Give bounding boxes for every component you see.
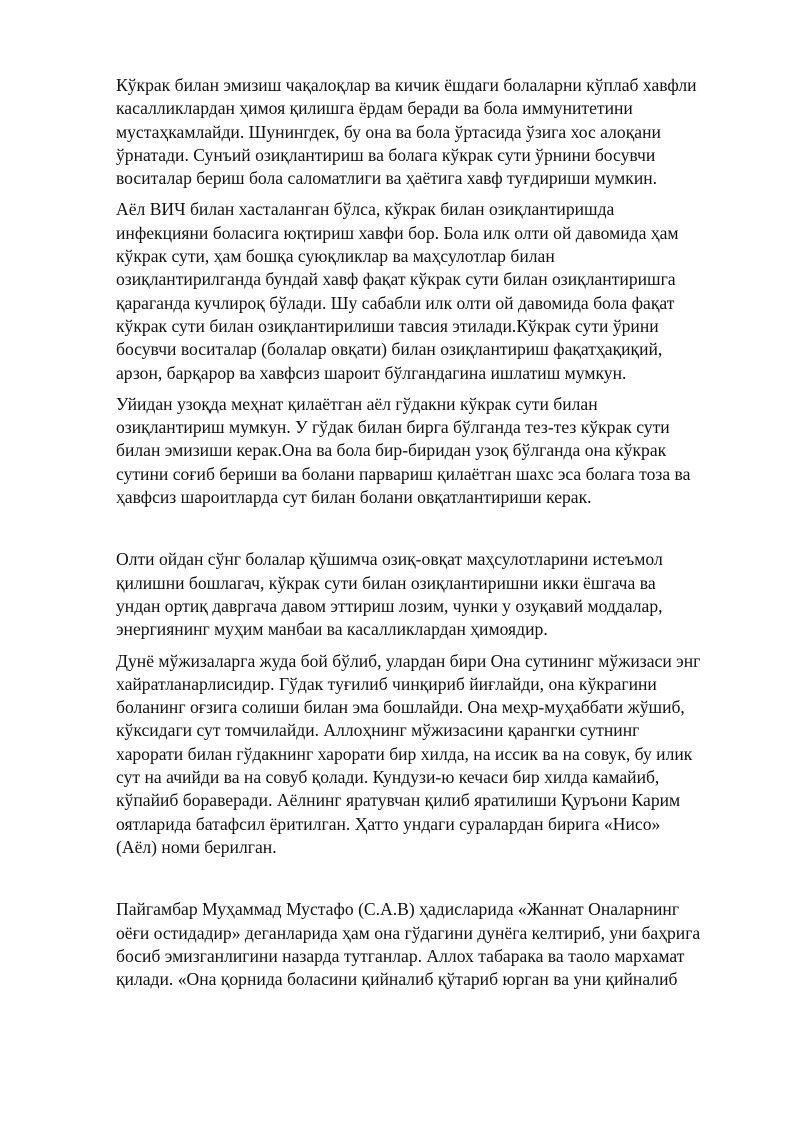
text-line: сутини соғиб бериши ва болани парвариш қилаётган шахс эса болага тоза ва	[116, 463, 691, 484]
text-line: Пайгамбар Муҳаммад Мустафо (С.А.В) ҳадисларида «Жаннат Оналарнинг	[116, 899, 680, 920]
text-line: кўкрак сути, ҳам бошқа суюқликлар ва маҳсулотлар билан	[116, 246, 555, 267]
text-line: оёғи остидадир» деганларида ҳам она гўдагини дунёга келтириб, уни баҳрига	[116, 922, 701, 943]
text-line: ўрнатади. Сунъий озиқлантириш ва болага кўкрак сути ўрнини босувчи	[116, 144, 656, 165]
text-line: харорати билан гўдакнинг харорати бир хилда, на иссик ва на совук, бу илик	[116, 743, 693, 764]
text-line: касалликлардан ҳимоя қилишга ёрдам беради ва бола иммунитетини	[116, 98, 633, 119]
text-line: озиқлантириш мумкун. У гўдак билан бирга бўлганда тез-тез кўкрак сути	[116, 417, 670, 438]
paragraph-miracle-of-milk	[116, 650, 746, 860]
text-line: Уйидан узоқда меҳнат қилаётган аёл гўдакни кўкрак сути билан	[116, 393, 598, 414]
text-line: боланинг оғзига солиши билан эма бошлайди. Она меҳр-муҳаббати жўшиб,	[116, 697, 685, 718]
text-line: Аёл ВИЧ билан хасталанган бўлса, кўкрак билан озиқлантиришда	[116, 199, 615, 220]
paragraph-complementary-feeding	[116, 548, 746, 641]
text-line: Дунё мўжизаларга жуда бой бўлиб, улардан бири Она сутининг мўжизаси энг	[116, 650, 701, 671]
text-line: мустаҳкамлайди. Шунингдек, бу она ва бола ўртасида ўзига хос алоқани	[116, 121, 661, 142]
text-line: воситалар бериш бола саломатлиги ва ҳаётига хавф туғдириши мумкин.	[116, 168, 658, 189]
text-line: инфекцияни боласига юқтириш хавфи бор. Бола илк олти ой давомида ҳам	[116, 222, 679, 243]
document-body	[116, 74, 746, 999]
text-line: қилади. «Она қорнида боласини қийналиб қўтариб юрган ва уни қийналиб	[116, 969, 678, 990]
text-line: кўксидаги сут томчилайди. Аллоҳнинг мўжизасини қарангки сутнинг	[116, 720, 640, 741]
paragraph-hiv-risk	[116, 198, 746, 384]
text-line: билан эмизиши керак.Она ва бола бир-биридан узоқ бўлганда она кўкрак	[116, 440, 667, 461]
text-line: Олти ойдан сўнг болалар қўшимча озиқ-овқат маҳсулотларини истеъмол	[116, 549, 663, 570]
text-line: кўкрак сути билан озиқлантирилиши тавсия этилади.Кўкрак сути ўрини	[116, 315, 659, 336]
text-line: энергиянинг муҳим манбаи ва касалликлардан ҳимоядир.	[116, 619, 548, 640]
text-line: кўпайиб бораверади. Аёлнинг яратувчан қилиб яратилиши Қуръони Карим	[116, 790, 681, 811]
text-line: арзон, барқарор ва хавфсиз шароит бўлгандагина ишлатиш мумкун.	[116, 362, 627, 383]
paragraph-working-mother	[116, 393, 746, 509]
text-line: босувчи воситалар (болалар овқати) билан озиқлантириш фақатҳақиқий,	[116, 339, 663, 360]
text-line: хайратланарлисидир. Гўдак туғилиб чинқириб йиғлайди, она кўкрагини	[116, 673, 657, 694]
text-line: қараганда кучлироқ бўлади. Шу сабабли илк олти ой давомида бола фақат	[116, 292, 675, 313]
text-line: қилишни бошлагач, кўкрак сути билан озиқлантиришни икки ёшгача ва	[116, 572, 656, 593]
text-line: (Аёл) номи берилган.	[116, 836, 277, 857]
text-line: озиқлантирилганда бундай хавф фақат кўкрак сути билан озиқлантиришга	[116, 269, 676, 290]
text-line: ундан ортиқ давргача давом эттириш лозим, чунки у озуқавий моддалар,	[116, 595, 663, 616]
text-line: ҳавфсиз шароитларда сут билан болани овқатлантириши керак.	[116, 487, 592, 508]
text-line: босиб эмизганлигини назарда тутганлар. Аллох табарака ва таоло мархамат	[116, 945, 685, 966]
paragraph-breastfeeding-benefits	[116, 74, 746, 190]
text-line: Кўкрак билан эмизиш чақалоқлар ва кичик ёшдаги болаларни кўплаб хавфли	[116, 75, 697, 95]
text-line: оятларида батафсил ёритилган. Ҳатто ундаги суралардан бирига «Нисо»	[116, 813, 661, 834]
text-line: сут на ачийди ва на совуб қолади. Кундузи-ю кечаси бир хилда камайиб,	[116, 767, 660, 788]
paragraph-hadith	[116, 898, 746, 991]
